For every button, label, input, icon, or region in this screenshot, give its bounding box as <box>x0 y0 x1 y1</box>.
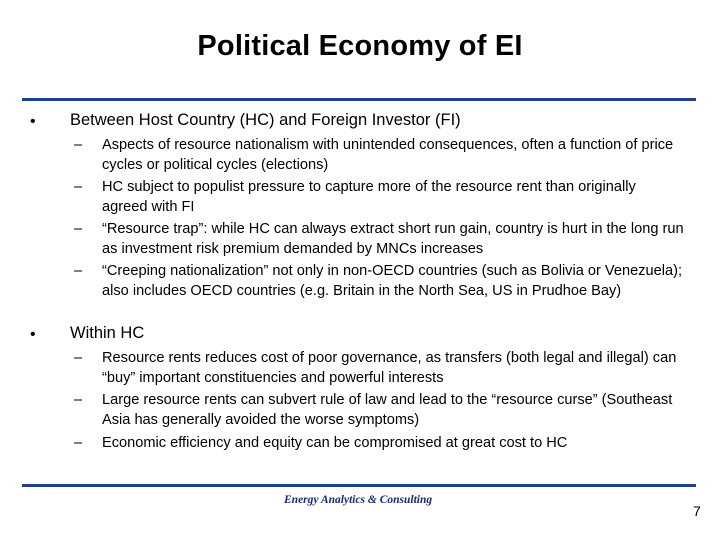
dash-icon: – <box>74 221 83 237</box>
bullet-icon: • <box>30 113 36 130</box>
list-item-text: Economic efficiency and equity can be compromised at great cost to HC <box>102 435 568 451</box>
list-item <box>74 261 684 301</box>
slide-title: Political Economy of EI <box>197 30 523 62</box>
list-item <box>74 348 684 388</box>
section-heading-within-hc: Within HC <box>70 324 145 342</box>
list-item <box>74 135 684 175</box>
list-item <box>74 177 684 217</box>
list-item-text: Large resource rents can subvert rule of law and lead to the “resource curse” (Southeast Asia has generally avoided the worse symptoms) <box>102 392 673 428</box>
dash-icon: – <box>74 179 83 195</box>
page-number: 7 <box>693 503 701 519</box>
dash-icon: – <box>74 263 83 279</box>
bullet-icon: • <box>30 326 36 343</box>
list-item-text: Aspects of resource nationalism with unintended consequences, often a function of price cycles or political cycles (elections) <box>102 137 674 173</box>
dash-icon: – <box>74 392 83 408</box>
dash-icon: – <box>74 350 83 366</box>
list-item <box>74 390 684 430</box>
list-item-text: HC subject to populist pressure to capture more of the resource rent than originally agreed with FI <box>102 179 636 215</box>
list-item <box>74 433 684 453</box>
list-item-text: Resource rents reduces cost of poor governance, as transfers (both legal and illegal) can “buy” important constituencies and powerful interests <box>102 350 677 386</box>
footer-brand: Energy Analytics & Consulting <box>284 494 433 506</box>
list-item-text: “Creeping nationalization” not only in non-OECD countries (such as Bolivia or Venezuela); also includes OECD countries (e.g. Britain in the North Sea, US in Prudhoe Bay) <box>102 263 683 299</box>
dash-icon: – <box>74 435 83 451</box>
footer-divider <box>22 484 696 487</box>
list-item-text: “Resource trap”: while HC can always extract short run gain, country is hurt in the long run as investment risk premium demanded by MNCs increases <box>102 221 684 257</box>
section-heading-hc-fi: Between Host Country (HC) and Foreign Investor (FI) <box>70 111 461 129</box>
list-item <box>74 219 684 259</box>
title-divider <box>22 98 696 101</box>
dash-icon: – <box>74 137 83 153</box>
